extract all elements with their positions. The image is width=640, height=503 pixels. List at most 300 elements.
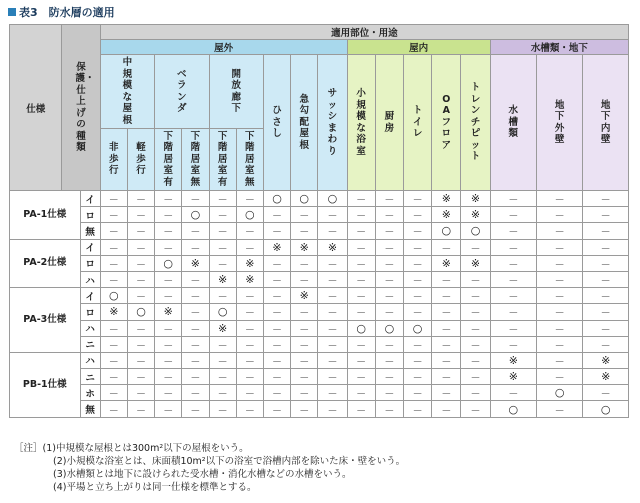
- col-sash: サッシまわり: [318, 55, 347, 191]
- applicability-cell: －: [490, 336, 536, 352]
- applicability-cell: －: [318, 207, 347, 223]
- applicability-cell: －: [432, 271, 461, 287]
- table-row: [10, 239, 629, 255]
- applicability-cell: －: [127, 271, 154, 287]
- table-title: 表3 防水層の適用: [8, 4, 115, 20]
- applicability-cell: －: [347, 369, 375, 385]
- applicability-cell: －: [236, 352, 263, 368]
- applicability-cell: －: [236, 288, 263, 304]
- applicability-cell: －: [318, 352, 347, 368]
- applicability-cell: －: [182, 191, 209, 207]
- applicability-cell: ○: [209, 304, 236, 320]
- applicability-cell: －: [583, 385, 629, 401]
- protection-kind: ニ: [80, 336, 100, 352]
- col-veranda: ベランダ: [155, 55, 209, 129]
- applicability-cell: －: [236, 239, 263, 255]
- applicability-cell: －: [100, 191, 127, 207]
- applicability-cell: －: [375, 288, 403, 304]
- table-row: [10, 288, 629, 304]
- col-veranda-room-yes: 下階居室有: [155, 129, 182, 191]
- applicability-cell: ※: [490, 369, 536, 385]
- applicability-cell: －: [100, 369, 127, 385]
- applicability-cell: ※: [209, 271, 236, 287]
- note-2: (2)小規模な浴室とは、床面積10m²以下の浴室で浴槽内部を除いた床・壁をいう。: [53, 456, 406, 467]
- applicability-cell: －: [403, 191, 431, 207]
- applicability-cell: －: [155, 223, 182, 239]
- applicability-cell: －: [100, 271, 127, 287]
- applicability-cell: －: [100, 385, 127, 401]
- applicability-cell: －: [490, 320, 536, 336]
- applicability-cell: ※: [583, 352, 629, 368]
- col-non-walk: 非歩行: [100, 129, 127, 191]
- applicability-cell: ※: [432, 255, 461, 271]
- table-row: [10, 369, 629, 385]
- col-oa-floor: OAフロア: [432, 55, 461, 191]
- applicability-cell: －: [100, 255, 127, 271]
- applicability-cell: －: [263, 352, 290, 368]
- applicability-cell: －: [127, 288, 154, 304]
- applicability-cell: －: [347, 207, 375, 223]
- applicability-cell: －: [291, 223, 318, 239]
- applicability-cell: －: [403, 255, 431, 271]
- applicability-cell: ○: [318, 191, 347, 207]
- table-row: [10, 385, 629, 401]
- applicability-cell: －: [375, 223, 403, 239]
- applicability-cell: －: [583, 207, 629, 223]
- indoor-header: 屋内: [347, 40, 490, 55]
- applicability-cell: －: [127, 385, 154, 401]
- applicability-cell: －: [291, 271, 318, 287]
- applicability-cell: －: [432, 385, 461, 401]
- applicability-cell: －: [318, 320, 347, 336]
- applicability-cell: －: [537, 255, 583, 271]
- applicability-cell: －: [209, 223, 236, 239]
- applicability-cell: －: [461, 401, 490, 417]
- applicability-cell: ※: [461, 207, 490, 223]
- applicability-cell: －: [490, 207, 536, 223]
- applicability-cell: －: [127, 191, 154, 207]
- applicability-cell: －: [375, 385, 403, 401]
- applicability-cell: －: [318, 369, 347, 385]
- applicability-cell: －: [155, 191, 182, 207]
- applicability-cell: －: [236, 191, 263, 207]
- protection-kind: ハ: [80, 271, 100, 287]
- applicability-cell: －: [209, 401, 236, 417]
- applicability-cell: ※: [461, 191, 490, 207]
- applicability-cell: －: [537, 336, 583, 352]
- applicability-cell: －: [403, 369, 431, 385]
- applicability-cell: －: [432, 369, 461, 385]
- applicability-cell: ○: [347, 320, 375, 336]
- applicability-cell: －: [291, 336, 318, 352]
- table-body: [10, 191, 629, 418]
- applicability-cell: －: [182, 239, 209, 255]
- applicability-cell: －: [291, 385, 318, 401]
- applicability-cell: －: [461, 304, 490, 320]
- applicability-cell: －: [209, 352, 236, 368]
- applicability-cell: ※: [263, 239, 290, 255]
- col-eaves: ひさし: [263, 55, 290, 191]
- applicability-cell: －: [461, 369, 490, 385]
- applicability-cell: －: [347, 385, 375, 401]
- applicability-cell: －: [209, 255, 236, 271]
- applicability-cell: －: [155, 288, 182, 304]
- table-row: [10, 304, 629, 320]
- applicability-cell: ○: [461, 223, 490, 239]
- applicability-cell: －: [537, 207, 583, 223]
- applicability-cell: ○: [375, 320, 403, 336]
- applicability-cell: －: [347, 223, 375, 239]
- applicability-cell: ※: [236, 271, 263, 287]
- applicability-cell: ※: [583, 369, 629, 385]
- applicability-cell: －: [236, 320, 263, 336]
- applicability-cell: －: [347, 304, 375, 320]
- applicability-cell: －: [182, 336, 209, 352]
- spec-header: 仕様: [10, 25, 62, 191]
- applicability-cell: －: [236, 336, 263, 352]
- applicability-cell: ○: [127, 304, 154, 320]
- applicability-cell: －: [461, 385, 490, 401]
- applicability-cell: －: [490, 191, 536, 207]
- applicability-cell: －: [403, 352, 431, 368]
- applicability-cell: －: [100, 239, 127, 255]
- applicability-cell: －: [291, 352, 318, 368]
- table-row: [10, 271, 629, 287]
- spec-name: PA-3仕様: [10, 288, 81, 353]
- applicability-cell: －: [375, 239, 403, 255]
- applicability-cell: ※: [432, 207, 461, 223]
- applicability-cell: －: [263, 336, 290, 352]
- protection-kind: イ: [80, 239, 100, 255]
- applicability-cell: －: [347, 352, 375, 368]
- applicability-cell: －: [403, 223, 431, 239]
- col-basement-ext: 地下外壁: [537, 55, 583, 191]
- applicability-cell: －: [127, 255, 154, 271]
- applicability-cell: －: [403, 385, 431, 401]
- applicability-cell: －: [375, 352, 403, 368]
- col-basement-int: 地下内壁: [583, 55, 629, 191]
- table-row: [10, 223, 629, 239]
- applicability-cell: －: [461, 352, 490, 368]
- applicability-cell: ※: [432, 191, 461, 207]
- applicability-cell: －: [263, 369, 290, 385]
- applicability-cell: －: [100, 401, 127, 417]
- applicability-cell: －: [182, 369, 209, 385]
- col-steep-roof: 急勾配屋根: [291, 55, 318, 191]
- applicability-cell: ○: [236, 207, 263, 223]
- applicability-cell: －: [537, 271, 583, 287]
- applicability-cell: －: [375, 401, 403, 417]
- applicability-cell: －: [537, 288, 583, 304]
- applicability-cell: －: [375, 336, 403, 352]
- applicability-cell: －: [490, 304, 536, 320]
- applicability-cell: －: [155, 352, 182, 368]
- applicability-cell: ○: [432, 223, 461, 239]
- applicability-cell: －: [347, 191, 375, 207]
- applicability-cell: －: [263, 223, 290, 239]
- applicability-cell: －: [127, 401, 154, 417]
- applicability-cell: －: [291, 255, 318, 271]
- protection-kind: 無: [80, 223, 100, 239]
- applicability-cell: －: [263, 207, 290, 223]
- protection-kind: ハ: [80, 352, 100, 368]
- applicability-cell: －: [583, 304, 629, 320]
- applicability-cell: －: [182, 271, 209, 287]
- col-kitchen: 厨房: [375, 55, 403, 191]
- applicability-cell: ○: [403, 320, 431, 336]
- applicability-cell: －: [318, 385, 347, 401]
- applicability-cell: －: [461, 271, 490, 287]
- applicability-cell: ※: [155, 304, 182, 320]
- applicability-cell: －: [490, 223, 536, 239]
- applicability-cell: ※: [318, 239, 347, 255]
- applicability-cell: －: [537, 320, 583, 336]
- applicability-cell: ※: [209, 320, 236, 336]
- applicability-cell: －: [100, 336, 127, 352]
- applicability-cell: ○: [155, 255, 182, 271]
- col-bath: 小規模な浴室: [347, 55, 375, 191]
- col-corridor-room-yes: 下階居室有: [209, 129, 236, 191]
- applicability-cell: －: [583, 223, 629, 239]
- applicability-cell: －: [209, 288, 236, 304]
- applicability-cell: －: [236, 369, 263, 385]
- applicability-cell: －: [263, 401, 290, 417]
- applicability-cell: －: [127, 336, 154, 352]
- applicability-cell: －: [318, 255, 347, 271]
- applicability-cell: ※: [490, 352, 536, 368]
- applicability-cell: －: [182, 401, 209, 417]
- applicability-cell: ※: [461, 255, 490, 271]
- col-trench-pit: トレンチピット: [461, 55, 490, 191]
- waterproof-application-table: [9, 24, 629, 418]
- applicability-cell: －: [127, 369, 154, 385]
- applicability-cell: －: [127, 239, 154, 255]
- applicability-cell: －: [490, 385, 536, 401]
- note-4: (4)平場と立ち上がりは同一仕様を標準とする。: [53, 482, 257, 493]
- applicability-cell: －: [100, 207, 127, 223]
- applicability-cell: －: [583, 239, 629, 255]
- applicability-cell: ※: [291, 288, 318, 304]
- col-corridor-room-no: 下階居室無: [236, 129, 263, 191]
- applicability-cell: －: [209, 385, 236, 401]
- table-row: [10, 352, 629, 368]
- applicability-cell: －: [375, 304, 403, 320]
- applicability-cell: －: [537, 304, 583, 320]
- applicability-cell: －: [236, 223, 263, 239]
- col-corridor: 開放廊下: [209, 55, 263, 129]
- applicability-cell: ※: [182, 255, 209, 271]
- applicability-cell: －: [182, 385, 209, 401]
- applicability-cell: －: [155, 320, 182, 336]
- applicability-cell: －: [583, 271, 629, 287]
- protection-kind: ロ: [80, 304, 100, 320]
- applicability-cell: ○: [263, 191, 290, 207]
- applicability-cell: －: [403, 401, 431, 417]
- applicability-cell: －: [347, 239, 375, 255]
- applicability-cell: －: [461, 320, 490, 336]
- table-row: [10, 207, 629, 223]
- table-row: [10, 401, 629, 417]
- applicability-cell: －: [432, 288, 461, 304]
- note-1: ［注］(1)中規模な屋根とは300m²以下の屋根をいう。: [14, 443, 249, 454]
- applicability-cell: －: [537, 401, 583, 417]
- applicability-cell: －: [537, 239, 583, 255]
- applicability-cell: －: [182, 223, 209, 239]
- applicability-cell: －: [490, 239, 536, 255]
- applicability-cell: －: [375, 255, 403, 271]
- table-row: [10, 320, 629, 336]
- applicability-cell: ○: [490, 401, 536, 417]
- col-water-tank: 水槽類: [490, 55, 536, 191]
- applicability-cell: －: [182, 352, 209, 368]
- applicability-cell: －: [537, 369, 583, 385]
- applicability-cell: －: [236, 304, 263, 320]
- applicability-cell: －: [263, 320, 290, 336]
- applicability-cell: －: [432, 320, 461, 336]
- applicability-cell: －: [318, 401, 347, 417]
- applicability-cell: －: [375, 369, 403, 385]
- applicability-cell: ※: [100, 304, 127, 320]
- applicability-cell: －: [432, 401, 461, 417]
- applicability-cell: ○: [100, 288, 127, 304]
- col-light-walk: 軽歩行: [127, 129, 154, 191]
- applicability-cell: －: [100, 352, 127, 368]
- applicability-cell: －: [432, 352, 461, 368]
- applicability-cell: －: [100, 223, 127, 239]
- applicability-cell: －: [209, 191, 236, 207]
- applicability-cell: －: [432, 239, 461, 255]
- applicability-cell: －: [403, 239, 431, 255]
- outdoor-header: 屋外: [100, 40, 347, 55]
- applicability-cell: －: [182, 288, 209, 304]
- applicability-cell: －: [155, 271, 182, 287]
- protection-kind: 無: [80, 401, 100, 417]
- applicability-cell: －: [461, 336, 490, 352]
- applicability-cell: －: [155, 385, 182, 401]
- applicability-cell: ○: [583, 401, 629, 417]
- protection-header: 保護・仕上げの種類: [62, 25, 100, 191]
- applicability-cell: －: [347, 271, 375, 287]
- applicability-cell: －: [537, 223, 583, 239]
- applicability-cell: －: [318, 336, 347, 352]
- applicability-cell: －: [155, 401, 182, 417]
- applicability-cell: －: [583, 320, 629, 336]
- title-square-icon: [8, 8, 16, 16]
- applicability-cell: －: [127, 207, 154, 223]
- note-3: (3)水槽類とは地下に設けられた受水槽・消化水槽などの水槽をいう。: [53, 469, 352, 480]
- applicability-cell: －: [263, 385, 290, 401]
- footnotes: [14, 442, 405, 494]
- applicability-cell: －: [583, 336, 629, 352]
- protection-kind: イ: [80, 191, 100, 207]
- applicability-cell: －: [318, 304, 347, 320]
- applicability-cell: －: [100, 320, 127, 336]
- applicability-cell: －: [375, 191, 403, 207]
- applicability-cell: －: [347, 401, 375, 417]
- applicability-cell: －: [127, 223, 154, 239]
- col-toilet: トイレ: [403, 55, 431, 191]
- applicability-cell: －: [209, 207, 236, 223]
- protection-kind: イ: [80, 288, 100, 304]
- applicability-cell: －: [490, 271, 536, 287]
- protection-kind: ハ: [80, 320, 100, 336]
- protection-kind: ロ: [80, 255, 100, 271]
- applicability-cell: ○: [182, 207, 209, 223]
- applicability-cell: －: [583, 191, 629, 207]
- applicability-cell: －: [263, 304, 290, 320]
- applicability-cell: －: [347, 255, 375, 271]
- applicability-cell: －: [263, 271, 290, 287]
- applicability-cell: －: [236, 385, 263, 401]
- table-row: [10, 336, 629, 352]
- applicability-cell: －: [155, 239, 182, 255]
- applicability-cell: －: [291, 401, 318, 417]
- table-row: [10, 191, 629, 207]
- applicability-cell: －: [155, 369, 182, 385]
- applicability-cell: ○: [291, 191, 318, 207]
- applicability-cell: －: [291, 207, 318, 223]
- applicability-cell: －: [403, 288, 431, 304]
- applicability-cell: －: [318, 223, 347, 239]
- applicability-cell: －: [155, 336, 182, 352]
- applicability-cell: －: [375, 207, 403, 223]
- applicability-cell: －: [490, 288, 536, 304]
- applicability-cell: －: [318, 288, 347, 304]
- col-heavy-roof: 中規模な屋根: [100, 55, 154, 129]
- spec-name: PA-2仕様: [10, 239, 81, 288]
- applicability-cell: －: [263, 255, 290, 271]
- applicability-cell: －: [375, 271, 403, 287]
- applicability-cell: －: [537, 191, 583, 207]
- protection-kind: ニ: [80, 369, 100, 385]
- applicability-cell: －: [461, 239, 490, 255]
- protection-kind: ホ: [80, 385, 100, 401]
- applicability-cell: －: [291, 320, 318, 336]
- applicability-cell: －: [347, 336, 375, 352]
- spec-name: PB-1仕様: [10, 352, 81, 417]
- applicability-cell: －: [432, 336, 461, 352]
- table-row: [10, 255, 629, 271]
- applicability-cell: －: [537, 352, 583, 368]
- applicability-cell: －: [182, 304, 209, 320]
- applicability-cell: ※: [291, 239, 318, 255]
- applicability-cell: －: [403, 271, 431, 287]
- applicability-cell: －: [127, 352, 154, 368]
- applicability-cell: －: [490, 255, 536, 271]
- applicability-cell: －: [236, 401, 263, 417]
- applicability-cell: －: [318, 271, 347, 287]
- water-header: 水槽類・地下: [490, 40, 628, 55]
- applicability-cell: －: [155, 207, 182, 223]
- spec-name: PA-1仕様: [10, 191, 81, 240]
- applicability-cell: －: [347, 288, 375, 304]
- applicability-cell: －: [209, 369, 236, 385]
- applicability-cell: －: [291, 369, 318, 385]
- protection-kind: ロ: [80, 207, 100, 223]
- applicability-cell: －: [403, 336, 431, 352]
- applicability-cell: －: [403, 207, 431, 223]
- applicability-cell: －: [182, 320, 209, 336]
- applicability-cell: －: [403, 304, 431, 320]
- applicability-cell: －: [432, 304, 461, 320]
- applicability-cell: －: [263, 288, 290, 304]
- applicability-cell: －: [583, 255, 629, 271]
- applicability-cell: －: [291, 304, 318, 320]
- applicability-cell: －: [127, 320, 154, 336]
- applicability-cell: －: [209, 239, 236, 255]
- usage-header: 適用部位・用途: [100, 25, 628, 40]
- applicability-cell: －: [461, 288, 490, 304]
